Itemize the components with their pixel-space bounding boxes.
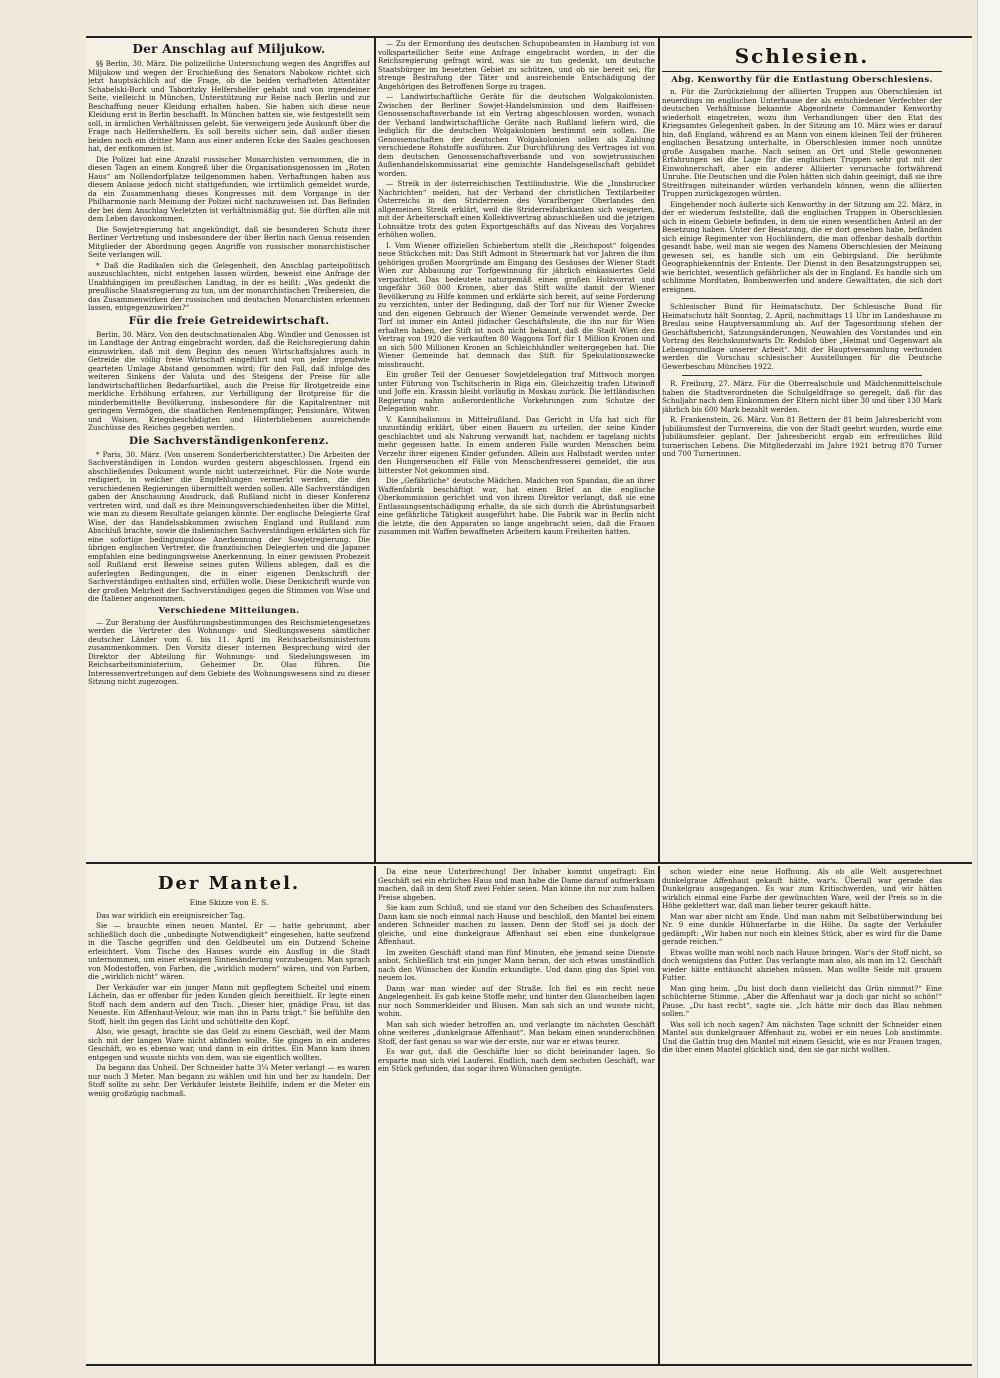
- story-paragraph: Dann war man wieder auf der Straße. Ich fiel es ein recht neue Angelegenheit. Es gab keine Stoffe mehr, und hinter den Glasscheiben lagen nur noch Sommerkleider und Blusen. Man sah sich an und wusste nicht, wohin.: [378, 983, 655, 1018]
- article-paragraph: — Zur Beratung der Ausführungsbestimmungen des Reichsmietengesetzes werden die Vertreter des Wohnungs- und Siedlungswesens sämtlicher deutscher Länder vom 6. bis 11. April im Reichsarbeitsministerium zusammenkommen. Den Vorsitz dieser internen Besprechung wird der Direktor der Abteilung für Wohnungs- und Siedelungswesen im Reichsarbeitsministerium, Geheimer Dr. Olas führen. Die Interessenvertretungen auf dem Gebiete des Wohnungswesens sind zu dieser Sitzung nicht zugezogen.: [88, 617, 370, 686]
- article-paragraph: I. Vom Wiener offiziellen Schiebertum stellt die „Reichspost“ folgendes neue Stückchen mit: Das Stift Admont in Steiermark hat vor Jahren die ihm gehörigen großen Moorgründe am Eingang des Gesäuses der Wiener Stadt Wien zur Abbauung zur Torfgewinnung für jährlich einkassiertes Geld verpachtet. Das bedeutete naturgemäß einen großen Holzvorrat und ungefähr 360 000 Kronen, aber das Stift wollte damit der Wiener Bevölkerung zu Hilfe kommen und erklärte sich bereit, auf seine Forderung zu verzichten, unter der Bedingung, daß der Torf nur für Wiener Zwecke und den eigenen Gebrauch der Wiener Gemeinde verwendet werde. Der Torf ist immer ein Anteil jüdischer Geschäftsleute, die ihn nur für Wien erhalten haben, der Stift ist noch nicht bekannt, daß die Stadt Wien den Vertrag von 1920 die verkauften 80 Waggons Torf für 1 Million Kronen und an sich 500 Millionen Kronen an Schleichhändler weitergegeben hat. Die Wiener Gemeinde hat demnach das Stift für Spekulationszwecke missbraucht.: [378, 240, 655, 369]
- column-2: [378, 40, 655, 860]
- article-paragraph: V. Kannibalismus in Mittelrußland. Das Gericht in Ufa hat sich für unzuständig erklärt, über einen Bauern zu urteilen, der seine Kinder geschlachtet und als Nahrung verwandt hat, nachdem er tagelang nichts mehr gegessen hatte. In einem anderen Falle wurden Menschen beim Verzehr ihrer eigenen Kinder gefunden. Allein aus Halbstadt werden unter den Hungerseuchen elf Fälle von Menschenfresserei gemeldet, die aus bitterster Not gekommen sind.: [378, 414, 655, 475]
- column-3: [662, 40, 942, 860]
- headline-miljukow: Der Anschlag auf Miljukow.: [132, 42, 326, 56]
- headline-kenworthy: Abg. Kenworthy für die Entlastung Oberschlesiens.: [671, 75, 933, 85]
- story-paragraph: Sie — brauchte einen neuen Mantel. Er — hatte gebrummt, aber schließlich doch die „unbedingte Notwendigkeit“ eingesehen, hatte seufzend in die Tasche gegriffen und den Geldbeutel um ein Dutzend Scheine erleichtert. Vom Tische des Hauses wurde ein Ausflug in die Stadt unternommen, um einer etwaigen Sinnesänderung vorzubeugen. Man sprach von Modestoffen, von Farben, die „wirklich modern“ wären, und von Farben, die „wirklich nicht“ wären.: [88, 921, 370, 981]
- separator-rule: [682, 298, 922, 299]
- story-paragraph: Man ging heim. „Du bist doch dann vielleicht das Grün nimmst?“ Eine schüchterne Stimme. „Aber die Affenhaut war ja doch gar nicht so schön!“ Pause. „Du hast recht“, sagte sie. „Ich hätte mir doch das Blau nehmen sollen.“: [662, 983, 942, 1018]
- story-paragraph: Der Verkäufer war ein junger Mann mit gepflegtem Scheitel und einem Lächeln, das er offenbar für jeden Kunden gleich bereithielt. Er legte einen Stoff nach dem andern auf den Tisch. „Dieser hier, gnädige Frau, ist das Neueste. Ein Affenhaut-Velour, wie man ihn in Paris trägt.“ Sie befühlte den Stoff, hielt ihn gegen das Licht und schüttelte den Kopf.: [88, 982, 370, 1026]
- headline-getreidewirtschaft: Für die freie Getreidewirtschaft.: [128, 314, 330, 327]
- feuilleton-column-2: [378, 868, 655, 1362]
- column-rule-1: [374, 36, 376, 862]
- article-paragraph: n. Für die Zurückziehung der alliierten Truppen aus Oberschlesien ist neuerdings im englischen Unterhause der als entschiedener Verfechter der deutschen Verhältnisse bekannte Abgeordnete Commander Kenworthy wiederholt eingetreten, wozu ihm Verhandlungen über den Etat des Kriegsamtes Gelegenheit gaben. In der Sitzung am 10. März wies er darauf hin, daß England, während es an Mann von einem kleinen Teil der früheren englischen Besatzung unterhalte, in Oberschlesien immer noch unnütze große Ausgaben mache. Nach seinen an Ort und Stelle gewonnenen Erfahrungen sei die Lage für die englischen Truppen sehr gut mit der Einwohnerschaft, aber ein anderer Alliierter verursache fortwährend Unruhe. Die Deutschen und die Polen hätten sich dahin geeinigt, daß sie ihre Streitfragen miteinander würden verhandeln können, wenn die alliierten Truppen zurückgezogen würden.: [662, 87, 942, 198]
- column-rule-2: [658, 36, 660, 862]
- section-divider-rule: [86, 862, 972, 864]
- story-paragraph: Es war gut, daß die Geschäfte hier so dicht beieinander lagen. So ersparte man sich viel Lauferei. Endlich, nach dem sechsten Geschäft, war ein Stück gefunden, das sogar ihren Wünschen genügte.: [378, 1047, 655, 1073]
- column-1: [88, 40, 370, 860]
- article-paragraph: Eingehender noch äußerte sich Kenworthy in der Sitzung am 22. März, in der er wiederum feststellte, daß die englischen Truppen in Oberschlesien sich in einem Gebiete befinden, in dem sie einen wesentlichen Anteil an der Besetzung haben. Unter der Besatzung, die er dort gesehen habe, befänden sich einige Regimenter von Hochländern, die man offenbar deshalb dorthin gesandt habe, weil man sie wegen des Namens Oberschlesien der Meinung gewesen sei, es handle sich um ein Gebirgsland. Die berühmte Geographiekenntnis der Entente. Der Dienst in den Besatzungstruppen sei, wie berichtet, wesentlich gefährlicher als der in England. Es handle sich um schlimme Mordtaten, Bombenwerfen und andere Gewalttaten, die sich dort ereignen.: [662, 199, 942, 294]
- article-paragraph: — Zu der Ermordung des deutschen Schupobeamten in Hamburg ist von volksparteilicher Seite eine Anfrage eingebracht worden, in der die Reichsregierung gefragt wird, was sie zu tun gedenkt, um deutsche Staatsbürger im besetzten Gebiet zu schützen, und ob sie bereit sei, für strenge Bestrafung der Täter und ausreichende Entschädigung der Angehörigen des Betroffenen Sorge zu tragen.: [378, 40, 655, 91]
- article-paragraph: — Streik in der österreichischen Textilindustrie. Wie die „Innsbrucker Nachrichten“ melden, hat der Verband der christlichen Textilarbeiter Österreichs in den Striderreien des Vorarlberger Oberlandes den allgemeinen Streik erklärt, weil die Striderreifabrikanten sich weigerten, mit der Arbeiterschaft einen Kollektivvertrag abzuschließen und die jetzigen Lohnsätze trotz des guten Exportgeschäfts auf das Niveau des Vorjahres erhöhen wollen.: [378, 179, 655, 239]
- bottom-border-rule: [86, 1364, 972, 1366]
- story-paragraph: Da begann das Unheil. Der Schneider hatte 3¼ Meter verlangt — es waren nur noch 3 Meter. Man begann zu wählen und hin und her zu handeln. Der Stoff sollte zu sehr. Der Verkäufer leistete Beihilfe, indem er die Meter ein wenig großzügig nachmaß.: [88, 1063, 370, 1098]
- feuilleton-subtitle: Eine Skizze von E. S.: [189, 898, 269, 907]
- story-paragraph: Das war wirklich ein ereignisreicher Tag.: [96, 910, 245, 920]
- story-paragraph: schon wieder eine neue Hoffnung. Als ob alle Welt ausgerechnet dunkelgraue Affenhaut gekauft hätte, war's. Überall war gerade das Dunkelgrau ausgegangen. Es war zum Kritischwerden, und wir hätten wirklich einmal eine Farbe der gewünschten Ware, weil der Preis so in die Höhe geklettert war, daß man lieber teurer gekauft hätte.: [662, 868, 942, 910]
- separator-rule: [682, 375, 922, 376]
- section-title-underline: [662, 71, 942, 72]
- article-paragraph: * Daß die Radikalen sich die Gelegenheit, den Anschlag parteipolitisch auszuschlachten, nicht entgehen lassen würden, beweist eine Anfrage der Unabhängigen im preußischen Landtag, in der es heißt: „Was gedenkt die preußische Staatsregierung zu tun, um der monarchistischen Treibereien, die das Zusammenwirken der russischen und deutschen Monarchisten erkennen lassen, entgegenzuwirken?“: [88, 260, 370, 312]
- page-edge: [977, 0, 1000, 1378]
- feuilleton-title: Der Mantel.: [157, 873, 301, 894]
- article-paragraph: §§ Berlin, 30. März. Die polizeiliche Untersuchung wegen des Angriffes auf Miljukow und wegen der Erschießung des Senators Nabokow richtet sich jetzt hauptsächlich auf die Frage, ob die beiden verhafteten Attentäter Schabelski-Bork und Taboritzky Helfershelfer gehabt und von irgendeiner Seite, vielleicht in München, Unterstützung zur Reise nach Berlin und zur Beschaffung neuer Kleidung erhalten haben. Sie haben sich diese neue Kleidung erst in Berlin beschafft. In München hatten sie, wie festgestellt sein soll, in ärmlichen Verhältnissen gelebt. Sie verweigern jede Auskunft über die Frage nach Helfershelfern. Es soll bereits sicher sein, daß außer diesen beiden noch ein dritter Mann aus einer anderen Ecke des Saales geschossen hat, der entkommen ist.: [88, 59, 370, 153]
- story-paragraph: Im zweiten Geschäft stand man fünf Minuten, ehe jemand seine Dienste anbot. Schließlich trat ein junger Mann heran, der sich etwas umständlich nach den Wünschen der Kundin erkundigte. Und dann ging das Spiel von neuem los.: [378, 947, 655, 982]
- article-paragraph: Die „Gefährliche“ deutsche Mädchen. Madchen von Spandau, die an ihrer Waffenfabrik beschäftigt war, hat einen Brief an die englische Oberkommission gerichtet und von ihrem Direktor verlangt, daß sie eine Entlassungsentschädigung erhalte, da sie sich durch die Abrüstungsarbeit eine gefährliche Tätigkeit ausgeführt habe. Die Fabrik war in Berlin nicht die letzte, die den Apparaten so lange angebracht seien, daß die Frauen zusammen mit Waffen bewaffneten Arbeitern kaum Freiheiten hatten.: [378, 476, 655, 536]
- column-rule-3: [374, 866, 376, 1364]
- feuilleton-column-1: [88, 868, 370, 1362]
- story-paragraph: Sie kam zum Schluß, und sie stand vor den Scheiben des Schaufensters. Dann kam sie noch einmal nach Hause und beschloß, den Mantel bei einem anderen Schneider machen zu lassen. Denn der Stoff sei ja doch der gleiche, und eine dunkelgraue Affenhaut sei eben eine dunkelgraue Affenhaut.: [378, 903, 655, 946]
- story-paragraph: Da eine neue Unterbrechung! Der Inhaber kommt ungefragt: Ein Geschäft sei ein ehrliches Haus und man habe die Dame darauf aufmerksam machen, daß in dem Stoff zwei Fehler seien. Man könne ihn nur zum halben Preise abgeben.: [378, 868, 655, 902]
- article-paragraph: R. Freiburg, 27. März. Für die Oberrealschule und Mädchenmittelschule haben die Stadtverordneten die Schulgeldfrage so geregelt, daß für das Schuljahr nach dem Einkommen der Eltern nicht über 30 und über 130 Mark jährlich bis 600 Mark bezahlt werden.: [662, 379, 942, 414]
- article-paragraph: Berlin, 30. März. Von den deutschnationalen Abg. Windler und Genossen ist im Landtage der Antrag eingebracht worden, daß die Reichsregierung dahin einzuwirken, daß mit dem Beginn des neuen Wirtschaftsjahres auch in Getreide die völlig freie Wirtschaft eingeführt und von jeder irgendwie gearteten Umlage Abstand genommen wird; für den Fall, daß infolge des weiteren Sinkens der Valuta und des Steigens der Preise für alle landwirtschaftlichen Bedarfsartikel, auch die Preise für Brotgetreide eine merkliche Erhöhung erfahren, zur Verbilligung der Brotpreise für die minderbemittelte Bevölkerung, insbesondere für die Kapitalrentner mit geringem Vermögen, die staatlichen Rentenempfänger, Pensionäre, Witwen und Waisen, Kriegsbeschädigten und Hinterbliebenen ausreichende Zuschüsse des Reiches gegeben werden.: [88, 329, 370, 432]
- story-paragraph: Also, wie gesagt, brachte sie das Geld zu einem Geschäft, weil der Mann sich mit der langen Ware nicht abfinden wollte. Sie gingen in ein anderes Geschäft, wo es ebenso war, und dann in ein drittes. Ein Mann kam ihnen entgegen und wusste nichts von dem, was sie eigentlich wollten.: [88, 1027, 370, 1062]
- headline-mitteilungen: Verschiedene Mitteilungen.: [158, 605, 300, 616]
- story-paragraph: Man war aber nicht am Ende. Und man nahm mit Selbstüberwindung bei Nr. 9 eine dunkle Hühnerfarbe in die Höhe. Da sagte der Verkäufer gedämpft: „Wir haben nur noch ein kleines Stück, aber es wird für die Dame gerade reichen.“: [662, 911, 942, 946]
- headline-sachverstaendigenkonferenz: Die Sachverständigenkonferenz.: [129, 434, 329, 447]
- top-border-rule: [86, 36, 972, 38]
- article-paragraph: Die Polizei hat eine Anzahl russischer Monarchisten vernommen, die in diesen Tagen an einem Kongreß über die Organisationsgenossen im „Roten Haus“ am Nollendorfplatze teilgenommen haben. Verhaftungen haben aus diesem Anlasse jedoch nicht stattgefunden, wie irrtümlich gemeldet wurde, da ein Zusammenhang dieses Kongresses mit dem Vorgange in der Philharmonie nach Meinung der Polizei nicht nachzuweisen ist. Das Befinden der bei dem Anschlag Verletzten ist verhältnismäßig gut. Sie dürften alle mit dem Leben davonkommen.: [88, 154, 370, 223]
- story-paragraph: Etwas wollte man wohl noch nach Hause bringen. War's der Stoff nicht, so doch wenigstens das Futter. Das verlangte man also, als man im 12. Geschäft wieder hätte enttäuscht abziehen müssen. Man wollte Seide mit grauem Futter.: [662, 947, 942, 982]
- article-paragraph: Die Sowjetregierung hat angekündigt, daß sie besonderen Schutz ihrer Berliner Vertretung und insbesondere der über Berlin nach Genua reisenden Mitglieder der Abordnung gegen Angriffe von russischer monarchistischer Seite verlangen will.: [88, 224, 370, 259]
- article-paragraph: * Paris, 30. März. (Von unserem Sonderberichterstatter.) Die Arbeiten der Sachverständigen in London wurden gestern abgeschlossen. Irgend ein abschließendes Dokument wurde nicht unterzeichnet. Für die Note wurde redigiert, in welcher die Empfehlungen vermerkt werden, die den verschiedenen Regierungen übermittelt werden sollen. Alle Sachverständigen gaben der Anschauung Ausdruck, daß Rußland nicht in dieser Konferenz vertreten wird, und daß es ihre Meinungsverschiedenheiten über die Mittel, wie man zu diesem Resultate gelangen könnte. Der englische Delegierte Graf Wise, der das Handelsabkommen zwischen England und Rußland zum Abschluß brachte, sowie die italienischen Sachverständigen erklärten sich für eine sofortige bedingungslose Anerkennung der Sowjetregierung. Die übrigen englischen Vertreter, die französischen Delegierten und die Japaner empfahlen eine bedingungsweise Anerkennung. In einer gewissen Probezeit soll Rußland erst Beweise seines guten Willens ablegen, daß es die auferlegten Bedingungen, die in einer eigenen Denkschrift der Sachverständigen enthalten sind, erfüllen wolle. Diese Denkschrift wurde von der großen Mehrheit der Sachverständigen gegen die Stimmen von Wise und die Italiener angenommen.: [88, 449, 370, 603]
- story-paragraph: Was soll ich noch sagen? Am nächsten Tage schnitt der Schneider einen Mantel aus dunkelgrauer Affenhaut zu, wobei er ein neues Lob anstimmte. Und die Gattin trug den Mantel mit einem Gesicht, wie es nur Frauen tragen, die über einen Mantel glücklich sind, den sie gar nicht wollten.: [662, 1019, 942, 1054]
- article-paragraph: R. Frankenstein, 26. März. Von 81 Bettern der 81 beim Jahresbericht vom Jubiläumsfest der Turnvereins, die von der Stadt geehrt wurden, wurde eine Jubiläumsfeier geplant. Der Jahresbericht ergab ein erfreuliches Bild turnerischen Lebens. Die Mitgliederzahl im Jahre 1921 betrug 870 Turner und 700 Turnerinnen.: [662, 415, 942, 458]
- section-title-schlesien: Schlesien.: [734, 44, 870, 68]
- article-paragraph: Ein großer Teil der Genueser Sowjetdelegation traf Mittwoch morgen unter Führung von Tschitscherin in Riga ein. Gleichzeitig trafen Litwinoff und Joffe ein. Krassin bleibt vorläufig in Moskau zurück. Die lettländischen Regierung nahm außerordentliche Vorkehrungen zum Schutze der Delegation wahr.: [378, 370, 655, 413]
- article-paragraph: — Landwirtschaftliche Geräte für die deutschen Wolgakolonisten. Zwischen der Berliner Sowjet-Handelsmission und dem Raiffeisen-Genossenschaftsverbande ist ein Vertrag abgeschlossen worden, wonach der Verband landwirtschaftliche Geräte nach Rußland liefern wird, die lediglich für die deutschen Wolgakolonien bestimmt sein sollen. Die Genossenschaften der deutschen Wolgakolonien sollen als Zahlung verschiedene Rohstoffe ausführen. Zur Durchführung des Vertrages ist von dem deutschen Genossenschaftsverbande und von sowjetrussischen Außenhandelskommissariat eine gemischte Handelsgesellschaft gebildet worden.: [378, 92, 655, 178]
- article-paragraph: Schlesischer Bund für Heimatschutz. Der Schlesische Bund für Heimatschutz hält Sonntag, 2. April, nachmittags 11 Uhr im Landeshause zu Breslau seine Hauptversammlung ab. Auf der Tagesordnung stehen der Geschäftsbericht, Satzungsänderungen, Neuwahlen des Vorstandes und ein Vortrag des Reichskunstwarts Dr. Redslob über „Heimat und Gegenwart als Lebensgrundlage unserer Arbeit“. Mit der Hauptversammlung verbunden werden die Vorschau schlesischer Ausstellungen für die Deutsche Gewerbeschau München 1922.: [662, 302, 942, 371]
- newspaper-page: [86, 36, 972, 1366]
- story-paragraph: Man sah sich wieder betroffen an, und verlangte im nächsten Geschäft ohne weiteres „dunkelgraue Affenhaut“. Man bekam einen wunderschönen Stoff, der fast genau so war wie der erste, nur war er etwas teurer.: [378, 1019, 655, 1046]
- feuilleton-column-3: [662, 868, 942, 1362]
- column-rule-4: [658, 866, 660, 1364]
